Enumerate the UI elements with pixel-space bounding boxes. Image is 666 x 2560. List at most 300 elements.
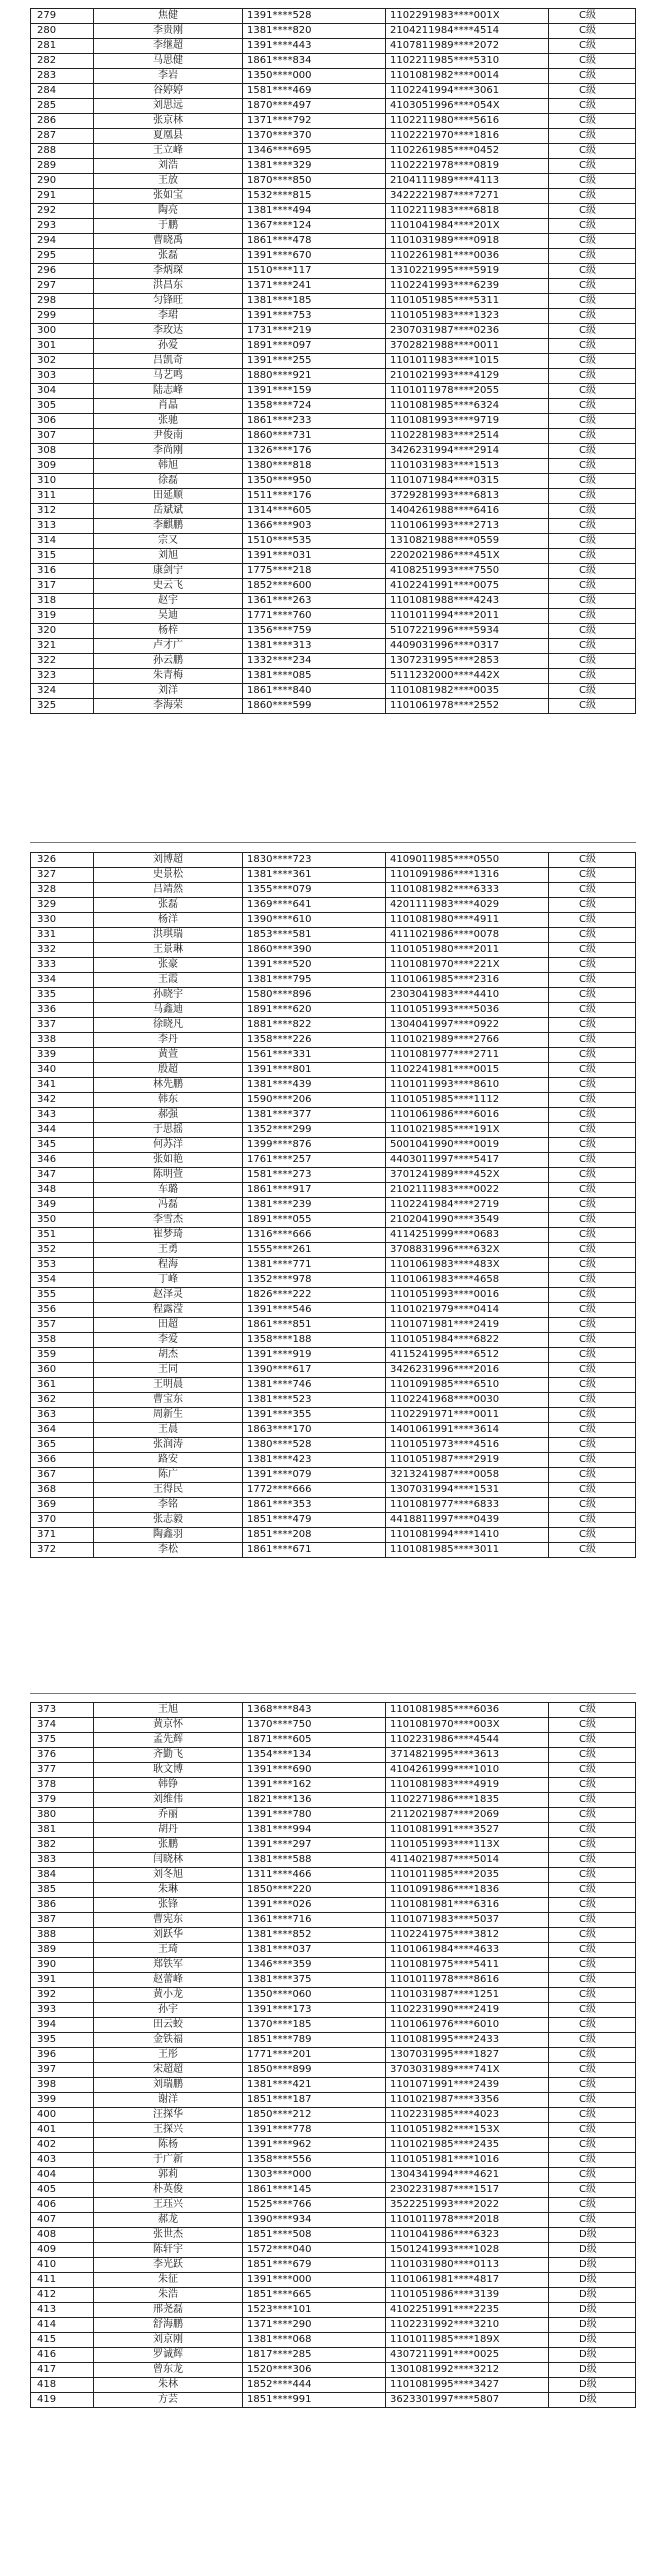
level-badge: C级 <box>549 2048 636 2063</box>
phone-number: 1850****220 <box>243 1883 386 1898</box>
id-number: 1101031987****1251 <box>386 1988 549 2003</box>
id-number: 2307031987****0236 <box>386 324 549 339</box>
row-index: 409 <box>31 2243 94 2258</box>
id-number: 3422221987****7271 <box>386 189 549 204</box>
row-index: 307 <box>31 429 94 444</box>
id-number: 1307031994****1531 <box>386 1483 549 1498</box>
level-badge: C级 <box>549 1393 636 1408</box>
level-badge: C级 <box>549 1913 636 1928</box>
phone-number: 1581****469 <box>243 84 386 99</box>
table-row <box>31 84 636 99</box>
row-index: 295 <box>31 249 94 264</box>
person-name: 方芸 <box>94 2393 243 2408</box>
phone-number: 1368****843 <box>243 1703 386 1718</box>
id-number: 1102241994****3061 <box>386 84 549 99</box>
id-number: 1101061984****4633 <box>386 1943 549 1958</box>
row-index: 304 <box>31 384 94 399</box>
level-badge: C级 <box>549 1928 636 1943</box>
id-number: 1307231995****2853 <box>386 654 549 669</box>
phone-number: 1852****600 <box>243 579 386 594</box>
phone-number: 1391****962 <box>243 2138 386 2153</box>
id-number: 1304041997****0922 <box>386 1018 549 1033</box>
table-row <box>31 2123 636 2138</box>
level-badge: C级 <box>549 684 636 699</box>
table-row <box>31 1898 636 1913</box>
row-index: 294 <box>31 234 94 249</box>
table-row <box>31 2303 636 2318</box>
id-number: 1101081970****003X <box>386 1718 549 1733</box>
person-name: 尹俊南 <box>94 429 243 444</box>
phone-number: 1731****219 <box>243 324 386 339</box>
row-index: 414 <box>31 2318 94 2333</box>
id-number: 1102241968****0030 <box>386 1393 549 1408</box>
phone-number: 1870****497 <box>243 99 386 114</box>
phone-number: 1771****201 <box>243 2048 386 2063</box>
phone-number: 1391****443 <box>243 39 386 54</box>
person-name: 郝强 <box>94 1108 243 1123</box>
phone-number: 1391****690 <box>243 1763 386 1778</box>
phone-number: 1860****731 <box>243 429 386 444</box>
person-name: 曾东龙 <box>94 2363 243 2378</box>
table-row <box>31 504 636 519</box>
phone-number: 1371****241 <box>243 279 386 294</box>
level-badge: C级 <box>549 853 636 868</box>
table-row <box>31 2138 636 2153</box>
row-index: 338 <box>31 1033 94 1048</box>
level-badge: C级 <box>549 204 636 219</box>
person-name: 李爱 <box>94 1333 243 1348</box>
id-number: 1101091986****1836 <box>386 1883 549 1898</box>
phone-number: 1381****068 <box>243 2333 386 2348</box>
phone-number: 1851****508 <box>243 2228 386 2243</box>
level-badge: C级 <box>549 868 636 883</box>
id-number: 4114251999****0683 <box>386 1228 549 1243</box>
table-row <box>31 1093 636 1108</box>
level-badge: C级 <box>549 1468 636 1483</box>
table-row <box>31 1273 636 1288</box>
person-name: 徐晓凡 <box>94 1018 243 1033</box>
id-number: 1101081988****4243 <box>386 594 549 609</box>
phone-number: 1370****370 <box>243 129 386 144</box>
table-row <box>31 474 636 489</box>
person-name: 张驰 <box>94 414 243 429</box>
person-name: 朱琳 <box>94 1883 243 1898</box>
person-name: 刘跃华 <box>94 1928 243 1943</box>
phone-number: 1381****423 <box>243 1453 386 1468</box>
phone-number: 1381****375 <box>243 1973 386 1988</box>
person-name: 崔梦琦 <box>94 1228 243 1243</box>
level-badge: C级 <box>549 928 636 943</box>
id-number: 3213241987****0058 <box>386 1468 549 1483</box>
level-badge: C级 <box>549 699 636 714</box>
level-badge: C级 <box>549 883 636 898</box>
person-name: 张锋 <box>94 1898 243 1913</box>
phone-number: 1332****234 <box>243 654 386 669</box>
row-index: 373 <box>31 1703 94 1718</box>
level-badge: C级 <box>549 144 636 159</box>
table-row <box>31 1123 636 1138</box>
table-row <box>31 853 636 868</box>
table-row <box>31 1048 636 1063</box>
level-badge: C级 <box>549 549 636 564</box>
section-divider <box>30 842 636 843</box>
table-row <box>31 2048 636 2063</box>
person-name: 曹宪东 <box>94 1913 243 1928</box>
id-number: 1101081985****6036 <box>386 1703 549 1718</box>
row-index: 355 <box>31 1288 94 1303</box>
id-number: 2102041990****3549 <box>386 1213 549 1228</box>
phone-number: 1891****620 <box>243 1003 386 1018</box>
phone-number: 1381****588 <box>243 1853 386 1868</box>
table-row <box>31 429 636 444</box>
level-badge: D级 <box>549 2288 636 2303</box>
level-badge: C级 <box>549 669 636 684</box>
level-badge: C级 <box>549 1868 636 1883</box>
table-row <box>31 669 636 684</box>
person-name: 王勇 <box>94 1243 243 1258</box>
phone-number: 1851****679 <box>243 2258 386 2273</box>
level-badge: C级 <box>549 1183 636 1198</box>
phone-number: 1851****789 <box>243 2033 386 2048</box>
phone-number: 1314****605 <box>243 504 386 519</box>
row-index: 417 <box>31 2363 94 2378</box>
table-row <box>31 1288 636 1303</box>
phone-number: 1391****919 <box>243 1348 386 1363</box>
person-name: 王得民 <box>94 1483 243 1498</box>
phone-number: 1381****494 <box>243 204 386 219</box>
person-name: 王立峰 <box>94 144 243 159</box>
id-number: 1101011985****2035 <box>386 1868 549 1883</box>
person-name: 朱林 <box>94 2378 243 2393</box>
id-number: 1101081985****6324 <box>386 399 549 414</box>
person-name: 李尚刚 <box>94 444 243 459</box>
row-index: 292 <box>31 204 94 219</box>
level-badge: C级 <box>549 2138 636 2153</box>
level-badge: C级 <box>549 958 636 973</box>
person-name: 曹宝东 <box>94 1393 243 1408</box>
level-badge: C级 <box>549 2003 636 2018</box>
id-number: 1310221995****5919 <box>386 264 549 279</box>
id-number: 4103051996****054X <box>386 99 549 114</box>
row-index: 323 <box>31 669 94 684</box>
row-index: 301 <box>31 339 94 354</box>
table-row <box>31 1823 636 1838</box>
person-name: 刘冬旭 <box>94 1868 243 1883</box>
level-badge: C级 <box>549 1823 636 1838</box>
table-row <box>31 1498 636 1513</box>
row-index: 369 <box>31 1498 94 1513</box>
id-number: 1101061986****6016 <box>386 1108 549 1123</box>
id-number: 1101081982****6333 <box>386 883 549 898</box>
id-number: 1102221970****1816 <box>386 129 549 144</box>
person-name: 杨梓 <box>94 624 243 639</box>
person-name: 丁峰 <box>94 1273 243 1288</box>
phone-number: 1561****331 <box>243 1048 386 1063</box>
id-number: 2104211984****4514 <box>386 24 549 39</box>
person-name: 乔丽 <box>94 1808 243 1823</box>
person-name: 夏凰县 <box>94 129 243 144</box>
table-row <box>31 594 636 609</box>
id-number: 1102291983****001X <box>386 9 549 24</box>
table-row <box>31 264 636 279</box>
person-name: 张志毅 <box>94 1513 243 1528</box>
row-index: 344 <box>31 1123 94 1138</box>
id-number: 1101081981****6316 <box>386 1898 549 1913</box>
person-name: 刘瑞鹏 <box>94 2078 243 2093</box>
level-badge: D级 <box>549 2333 636 2348</box>
id-number: 3623301997****5807 <box>386 2393 549 2408</box>
row-index: 358 <box>31 1333 94 1348</box>
id-number: 1501241993****1028 <box>386 2243 549 2258</box>
table-row <box>31 2198 636 2213</box>
person-name: 于思摇 <box>94 1123 243 1138</box>
id-number: 1101071981****2419 <box>386 1318 549 1333</box>
table-row <box>31 234 636 249</box>
row-index: 412 <box>31 2288 94 2303</box>
table-row <box>31 324 636 339</box>
person-name: 谷婷婷 <box>94 84 243 99</box>
id-number: 1101091985****6510 <box>386 1378 549 1393</box>
row-index: 346 <box>31 1153 94 1168</box>
person-name: 刘京刚 <box>94 2333 243 2348</box>
phone-number: 1350****950 <box>243 474 386 489</box>
table-row <box>31 1703 636 1718</box>
table-row <box>31 219 636 234</box>
row-index: 297 <box>31 279 94 294</box>
phone-number: 1326****176 <box>243 444 386 459</box>
id-number: 3714821995****3613 <box>386 1748 549 1763</box>
id-number: 1101011994****2011 <box>386 609 549 624</box>
phone-number: 1510****535 <box>243 534 386 549</box>
phone-number: 1381****852 <box>243 1928 386 1943</box>
phone-number: 1391****355 <box>243 1408 386 1423</box>
table-row <box>31 1543 636 1558</box>
row-index: 322 <box>31 654 94 669</box>
table-row <box>31 1333 636 1348</box>
person-name: 刘思远 <box>94 99 243 114</box>
row-index: 300 <box>31 324 94 339</box>
table-row <box>31 1763 636 1778</box>
row-index: 353 <box>31 1258 94 1273</box>
row-index: 379 <box>31 1793 94 1808</box>
table-section-1 <box>30 8 636 714</box>
row-index: 320 <box>31 624 94 639</box>
level-badge: C级 <box>549 1018 636 1033</box>
table-row <box>31 69 636 84</box>
id-number: 1304341994****4621 <box>386 2168 549 2183</box>
id-number: 1101081980****4911 <box>386 913 549 928</box>
row-index: 302 <box>31 354 94 369</box>
row-index: 384 <box>31 1868 94 1883</box>
person-name: 杨洋 <box>94 913 243 928</box>
id-number: 1101071983****5037 <box>386 1913 549 1928</box>
table-row <box>31 2258 636 2273</box>
row-index: 390 <box>31 1958 94 1973</box>
table-row <box>31 354 636 369</box>
id-number: 3702821988****0011 <box>386 339 549 354</box>
person-name: 陈广 <box>94 1468 243 1483</box>
table-row <box>31 1868 636 1883</box>
row-index: 378 <box>31 1778 94 1793</box>
level-badge: C级 <box>549 988 636 1003</box>
phone-number: 1358****226 <box>243 1033 386 1048</box>
phone-number: 1381****085 <box>243 669 386 684</box>
id-number: 1101021979****0414 <box>386 1303 549 1318</box>
row-index: 406 <box>31 2198 94 2213</box>
phone-number: 1861****671 <box>243 1543 386 1558</box>
row-index: 380 <box>31 1808 94 1823</box>
table-row <box>31 1468 636 1483</box>
row-index: 389 <box>31 1943 94 1958</box>
table-row <box>31 883 636 898</box>
person-name: 路安 <box>94 1453 243 1468</box>
row-index: 374 <box>31 1718 94 1733</box>
row-index: 352 <box>31 1243 94 1258</box>
row-index: 397 <box>31 2063 94 2078</box>
row-index: 311 <box>31 489 94 504</box>
id-number: 1101081977****2711 <box>386 1048 549 1063</box>
person-name: 刘浩 <box>94 159 243 174</box>
table-row <box>31 609 636 624</box>
table-row <box>31 1198 636 1213</box>
level-badge: C级 <box>549 1288 636 1303</box>
table-row <box>31 1513 636 1528</box>
person-name: 李玫达 <box>94 324 243 339</box>
table-row <box>31 39 636 54</box>
person-name: 王彤 <box>94 2048 243 2063</box>
level-badge: C级 <box>549 2063 636 2078</box>
level-badge: C级 <box>549 279 636 294</box>
id-number: 1101051980****2011 <box>386 943 549 958</box>
table-row <box>31 2363 636 2378</box>
id-number: 4114021987****5014 <box>386 1853 549 1868</box>
phone-number: 1861****917 <box>243 1183 386 1198</box>
person-name: 徐磊 <box>94 474 243 489</box>
id-number: 3522251993****2022 <box>386 2198 549 2213</box>
phone-number: 1350****060 <box>243 1988 386 2003</box>
person-name: 郭莉 <box>94 2168 243 2183</box>
row-index: 333 <box>31 958 94 973</box>
phone-number: 1590****206 <box>243 1093 386 1108</box>
id-number: 1101021985****2435 <box>386 2138 549 2153</box>
level-badge: C级 <box>549 429 636 444</box>
table-row <box>31 913 636 928</box>
person-name: 陆志峰 <box>94 384 243 399</box>
id-number: 1101061978****2552 <box>386 699 549 714</box>
level-badge: C级 <box>549 219 636 234</box>
row-index: 408 <box>31 2228 94 2243</box>
level-badge: C级 <box>549 1513 636 1528</box>
table-row <box>31 2228 636 2243</box>
person-name: 王霞 <box>94 973 243 988</box>
phone-number: 1346****695 <box>243 144 386 159</box>
row-index: 403 <box>31 2153 94 2168</box>
id-number: 5111232000****442X <box>386 669 549 684</box>
level-badge: C级 <box>549 1973 636 1988</box>
person-name: 于广新 <box>94 2153 243 2168</box>
person-name: 齐勤飞 <box>94 1748 243 1763</box>
level-badge: C级 <box>549 1303 636 1318</box>
phone-number: 1532****815 <box>243 189 386 204</box>
phone-number: 1891****097 <box>243 339 386 354</box>
person-name: 胡丹 <box>94 1823 243 1838</box>
row-index: 336 <box>31 1003 94 1018</box>
phone-number: 1381****185 <box>243 294 386 309</box>
id-number: 1101051984****6822 <box>386 1333 549 1348</box>
level-badge: C级 <box>549 1988 636 2003</box>
level-badge: C级 <box>549 2183 636 2198</box>
person-name: 史景松 <box>94 868 243 883</box>
phone-number: 1371****290 <box>243 2318 386 2333</box>
id-number: 4307211991****0025 <box>386 2348 549 2363</box>
id-number: 2303041983****4410 <box>386 988 549 1003</box>
id-number: 2202021986****451X <box>386 549 549 564</box>
id-number: 4102241991****0075 <box>386 579 549 594</box>
level-badge: D级 <box>549 2378 636 2393</box>
table-row <box>31 444 636 459</box>
id-number: 4403011997****5417 <box>386 1153 549 1168</box>
person-name: 黄京怀 <box>94 1718 243 1733</box>
id-number: 1310821988****0559 <box>386 534 549 549</box>
row-index: 298 <box>31 294 94 309</box>
phone-number: 1381****746 <box>243 1378 386 1393</box>
row-index: 357 <box>31 1318 94 1333</box>
row-index: 404 <box>31 2168 94 2183</box>
table-row <box>31 1078 636 1093</box>
level-badge: C级 <box>549 69 636 84</box>
id-number: 1101081977****6833 <box>386 1498 549 1513</box>
level-badge: C级 <box>549 1168 636 1183</box>
person-name: 王景琳 <box>94 943 243 958</box>
person-name: 李炳琛 <box>94 264 243 279</box>
level-badge: C级 <box>549 2033 636 2048</box>
level-badge: C级 <box>549 354 636 369</box>
id-number: 1102231986****4544 <box>386 1733 549 1748</box>
phone-number: 1366****903 <box>243 519 386 534</box>
phone-number: 1346****359 <box>243 1958 386 1973</box>
id-number: 2302231987****1517 <box>386 2183 549 2198</box>
table-row <box>31 1988 636 2003</box>
person-name: 韩旭 <box>94 459 243 474</box>
level-badge: C级 <box>549 1898 636 1913</box>
level-badge: C级 <box>549 1808 636 1823</box>
table-row <box>31 1423 636 1438</box>
person-name: 王珏兴 <box>94 2198 243 2213</box>
phone-number: 1390****617 <box>243 1363 386 1378</box>
level-badge: C级 <box>549 2093 636 2108</box>
table-row <box>31 1528 636 1543</box>
phone-number: 1358****724 <box>243 399 386 414</box>
person-name: 卢才广 <box>94 639 243 654</box>
id-number: 1102211985****5310 <box>386 54 549 69</box>
phone-number: 1826****222 <box>243 1288 386 1303</box>
phone-number: 1399****876 <box>243 1138 386 1153</box>
table-row <box>31 309 636 324</box>
table-row <box>31 369 636 384</box>
person-name: 李光跃 <box>94 2258 243 2273</box>
table-row <box>31 2018 636 2033</box>
id-number: 1102261985****0452 <box>386 144 549 159</box>
row-index: 330 <box>31 913 94 928</box>
id-number: 1101061981****4817 <box>386 2273 549 2288</box>
phone-number: 1352****299 <box>243 1123 386 1138</box>
id-number: 1101051993****0016 <box>386 1288 549 1303</box>
table-row <box>31 699 636 714</box>
phone-number: 1572****040 <box>243 2243 386 2258</box>
row-index: 280 <box>31 24 94 39</box>
row-index: 365 <box>31 1438 94 1453</box>
id-number: 1101061993****2713 <box>386 519 549 534</box>
